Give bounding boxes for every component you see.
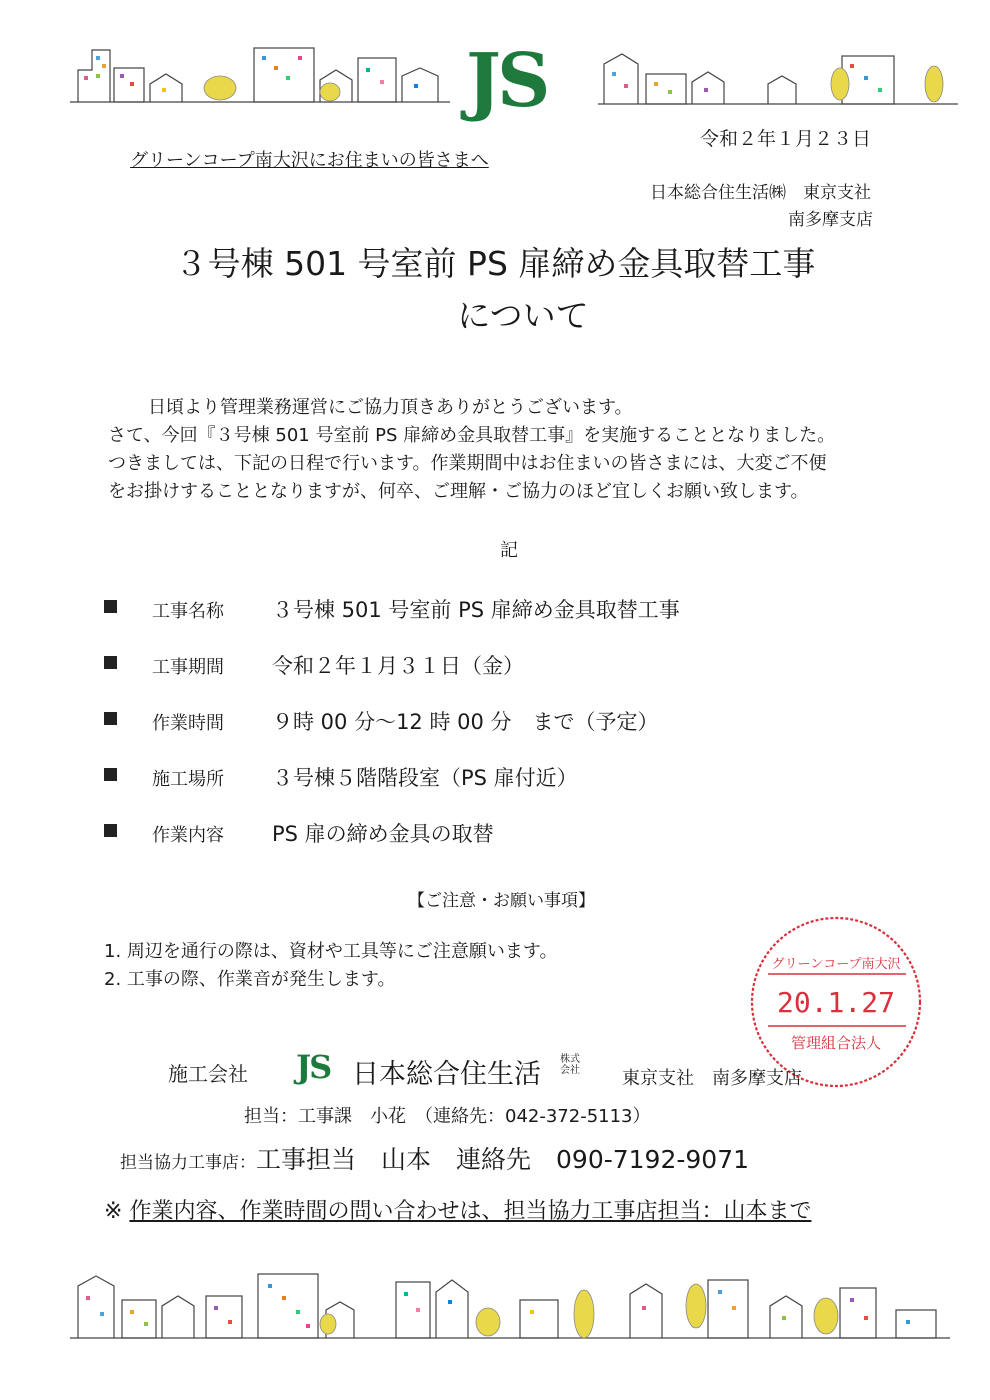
detail-label: 作業時間 <box>152 713 224 734</box>
detail-item <box>104 760 804 790</box>
detail-item <box>104 816 804 846</box>
square-bullet-icon <box>104 600 117 613</box>
body-line: さて、今回『３号棟 501 号室前 PS 扉締め金具取替工事』を実施することとなりました。 <box>108 425 836 446</box>
square-bullet-icon <box>104 656 117 669</box>
document-title-line2: について <box>457 296 589 335</box>
detail-value: ３号棟５階階段室（PS 扉付近） <box>272 766 578 790</box>
cooperating-contractor-label: 担当協力工事店： <box>120 1153 256 1173</box>
js-logo: JS <box>466 38 547 124</box>
detail-label: 作業内容 <box>152 825 224 846</box>
skyline-top-left-illustration <box>70 40 450 110</box>
inquiry-note-text: 作業内容、作業時間の問い合わせは、担当協力工事店担当：山本まで <box>129 1199 812 1224</box>
notice-item: 1. 周辺を通行の際は、資材や工具等にご注意願います。 <box>104 941 558 962</box>
detail-item <box>104 648 804 678</box>
notice-heading: 【ご注意・お願い事項】 <box>408 891 595 911</box>
person-in-charge: 担当：工事課 小花 （連絡先：042-372-5113） <box>244 1106 651 1127</box>
issuer-company: 日本総合住生活㈱ 東京支社 <box>650 183 871 203</box>
issuer-branch: 南多摩支店 <box>788 210 873 230</box>
body-paragraph <box>108 394 948 506</box>
stamp-bottom-text: 管理組合法人 <box>790 1034 882 1052</box>
skyline-top-right-illustration <box>598 44 958 112</box>
corporate-suffix: 株式会社 <box>560 1054 580 1076</box>
stamp-top-text: グリーンコープ南大沢 <box>771 957 901 972</box>
detail-value: ９時 00 分～12 時 00 分 まで（予定） <box>272 710 659 734</box>
cooperating-contractor-contact: 工事担当 山本 連絡先 090-7192-9071 <box>256 1145 750 1174</box>
skyline-bottom-illustration <box>70 1266 950 1346</box>
inquiry-note <box>104 1194 811 1225</box>
reference-mark: ※ <box>104 1199 123 1224</box>
body-line: つきましては、下記の日程で行います。作業期間中はお住まいの皆さまには、大変ご不便 <box>108 453 827 474</box>
detail-label: 施工場所 <box>152 769 224 790</box>
detail-item <box>104 592 804 622</box>
square-bullet-icon <box>104 768 117 781</box>
detail-value: PS 扉の締め金具の取替 <box>272 822 494 846</box>
notice-item: 2. 工事の際、作業音が発生します。 <box>104 969 396 990</box>
contractor-label: 施工会社 <box>168 1062 248 1086</box>
body-line: 日頃より管理業務運営にご協力頂きありがとうございます。 <box>148 397 633 418</box>
body-line: をお掛けすることとなりますが、何卒、ご理解・ご協力のほど宜しくお願い致します。 <box>108 481 809 502</box>
square-bullet-icon <box>104 824 117 837</box>
corporate-name: 日本総合住生活 <box>352 1059 541 1090</box>
corporate-branch: 東京支社 南多摩支店 <box>622 1068 802 1089</box>
detail-value: 令和２年１月３１日（金） <box>272 654 524 678</box>
detail-label: 工事期間 <box>152 657 224 678</box>
detail-value: ３号棟 501 号室前 PS 扉締め金具取替工事 <box>272 598 680 622</box>
detail-item <box>104 704 804 734</box>
document-title: ３号棟 501 号室前 PS 扉締め金具取替工事 <box>174 244 816 283</box>
notice-list <box>104 938 557 994</box>
square-bullet-icon <box>104 712 117 725</box>
cooperating-contractor <box>120 1140 749 1176</box>
document-date: 令和２年１月２３日 <box>700 128 872 150</box>
stamp-date: 20.1.27 <box>776 986 896 1019</box>
detail-label: 工事名称 <box>152 601 224 622</box>
addressee: グリーンコープ南大沢にお住まいの皆さまへ <box>130 150 489 171</box>
js-logo-small: JS <box>296 1048 331 1086</box>
ki-heading: 記 <box>500 540 518 561</box>
